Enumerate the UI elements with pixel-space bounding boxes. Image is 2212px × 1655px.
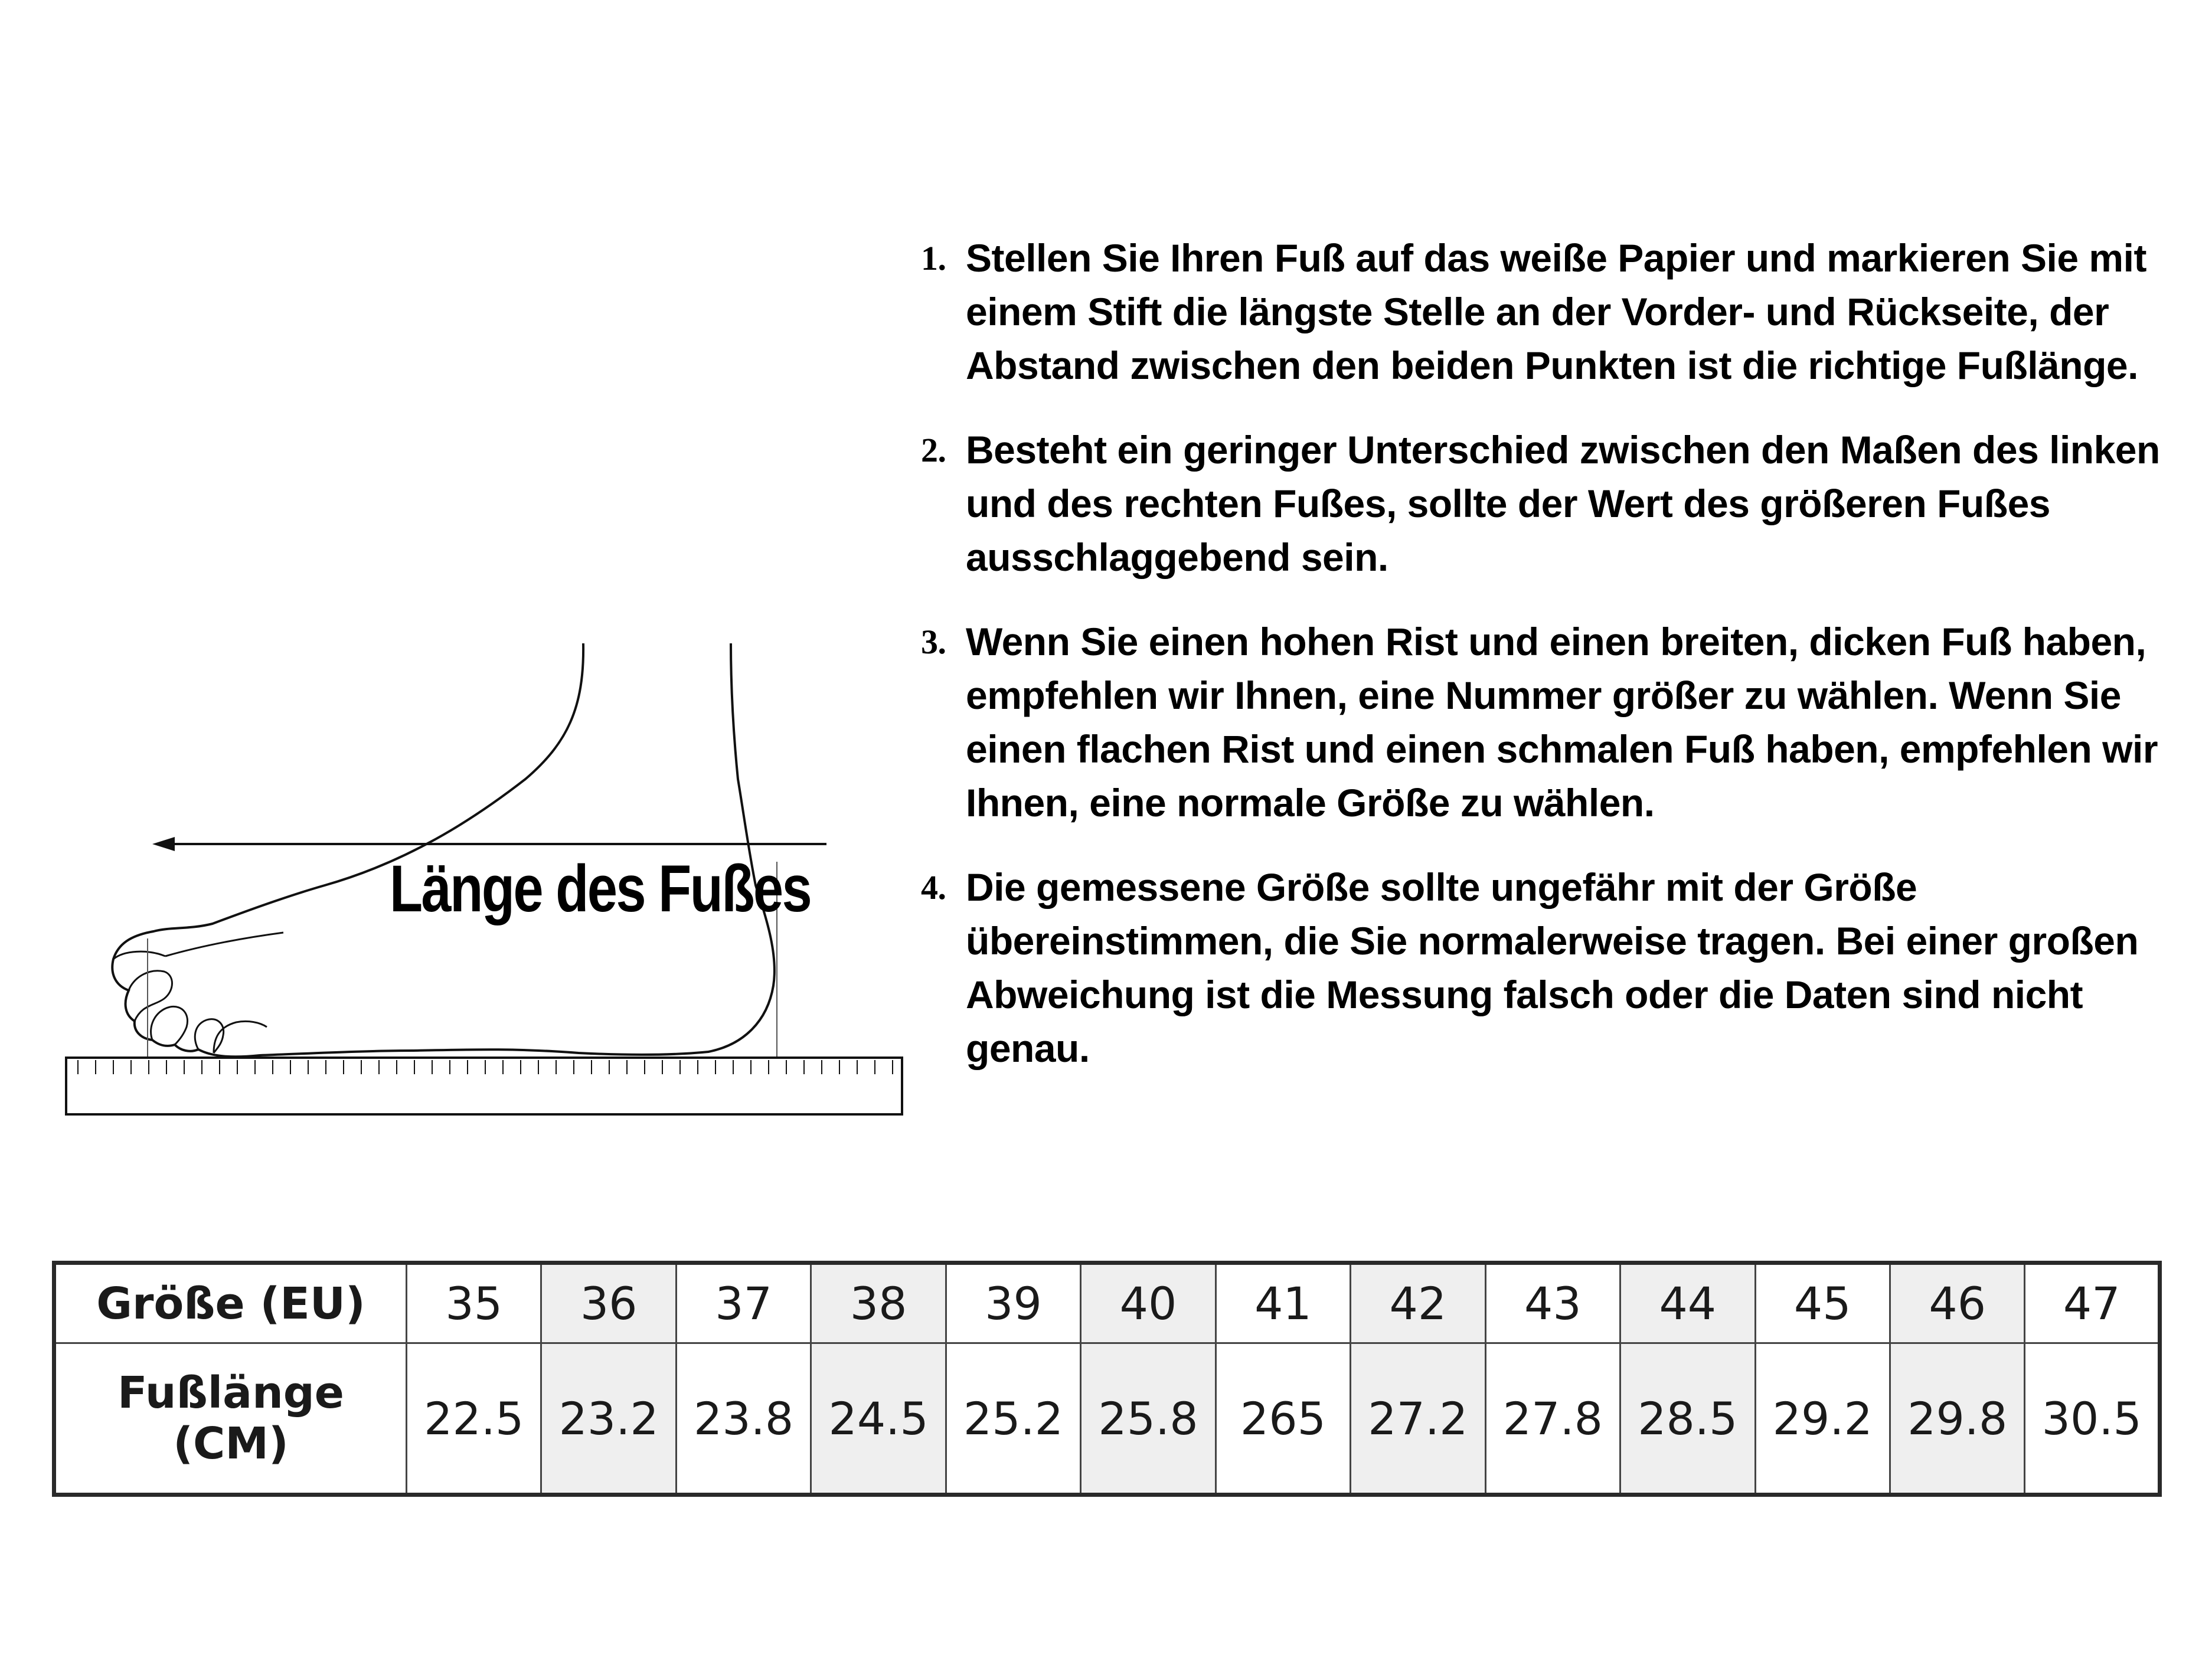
instruction-text: Die gemessene Größe sollte ungefähr mit der Größe übereinstimmen, die Sie normalerweise tragen. Bei einer großen Abweichung ist die Messung falsch oder die Daten sind nicht genau. xyxy=(966,865,2139,1070)
foot-length-label: Länge des Fußes xyxy=(390,852,811,925)
size-cell: 39 xyxy=(946,1263,1080,1343)
length-cell: 27.8 xyxy=(1485,1343,1620,1495)
length-cell: 29.2 xyxy=(1755,1343,1890,1495)
instruction-text: Stellen Sie Ihren Fuß auf das weiße Papier und markieren Sie mit einem Stift die längste Stelle an der Vorder- und Rückseite, der Abstand zwischen den beiden Punkten ist die richtige Fußlänge. xyxy=(966,236,2146,387)
size-cell: 40 xyxy=(1081,1263,1216,1343)
toe-crease xyxy=(165,933,283,956)
table-row-sizes xyxy=(54,1263,2160,1343)
instruction-number: 1. xyxy=(921,239,946,277)
size-cell: 44 xyxy=(1620,1263,1755,1343)
instruction-2 xyxy=(921,423,2196,584)
toe-4 xyxy=(195,1019,223,1053)
size-cell: 45 xyxy=(1755,1263,1890,1343)
instruction-text: Besteht ein geringer Unterschied zwischen den Maßen des linken und des rechten Fußes, sollte der Wert des größeren Fußes ausschlaggebend sein. xyxy=(966,428,2160,579)
row-header-length: Fußlänge (CM) xyxy=(54,1343,407,1495)
size-cell: 37 xyxy=(676,1263,811,1343)
toe-3 xyxy=(151,1006,188,1045)
length-cell: 23.8 xyxy=(676,1343,811,1495)
size-cell: 46 xyxy=(1890,1263,2024,1343)
size-cell: 43 xyxy=(1485,1263,1620,1343)
toe-big xyxy=(113,951,165,959)
size-cell: 47 xyxy=(2025,1263,2160,1343)
size-chart-table xyxy=(52,1261,2162,1497)
length-cell: 23.2 xyxy=(541,1343,676,1495)
size-cell: 35 xyxy=(407,1263,541,1343)
size-cell: 38 xyxy=(811,1263,946,1343)
ruler xyxy=(66,1058,902,1114)
length-cell: 30.5 xyxy=(2025,1343,2160,1495)
foot-outline xyxy=(112,643,775,1057)
length-cell: 22.5 xyxy=(407,1343,541,1495)
instruction-text: Wenn Sie einen hohen Rist und einen breiten, dicken Fuß haben, empfehlen wir Ihnen, eine Nummer größer zu wählen. Wenn Sie einen flachen Rist und einen schmalen Fuß haben, empfehlen wir Ihnen, eine normale Größe zu wählen. xyxy=(966,620,2158,825)
length-cell: 24.5 xyxy=(811,1343,946,1495)
row-header-size: Größe (EU) xyxy=(54,1263,407,1343)
table-row-lengths xyxy=(54,1343,2160,1495)
length-cell: 265 xyxy=(1216,1343,1350,1495)
size-cell: 41 xyxy=(1216,1263,1350,1343)
foot-measurement-illustration xyxy=(59,637,909,1121)
size-cell: 42 xyxy=(1351,1263,1485,1343)
instruction-number: 2. xyxy=(921,431,946,469)
instruction-3 xyxy=(921,615,2196,830)
instruction-number: 4. xyxy=(921,868,946,907)
toe-2 xyxy=(129,971,172,1021)
length-cell: 25.2 xyxy=(946,1343,1080,1495)
instruction-4 xyxy=(921,861,2196,1075)
length-cell: 27.2 xyxy=(1351,1343,1485,1495)
instruction-1 xyxy=(921,231,2196,393)
size-cell: 36 xyxy=(541,1263,676,1343)
length-cell: 29.8 xyxy=(1890,1343,2024,1495)
length-cell: 28.5 xyxy=(1620,1343,1755,1495)
instruction-number: 3. xyxy=(921,623,946,661)
length-arrow-head xyxy=(152,837,175,851)
measurement-instructions xyxy=(921,231,2196,1106)
length-cell: 25.8 xyxy=(1081,1343,1216,1495)
